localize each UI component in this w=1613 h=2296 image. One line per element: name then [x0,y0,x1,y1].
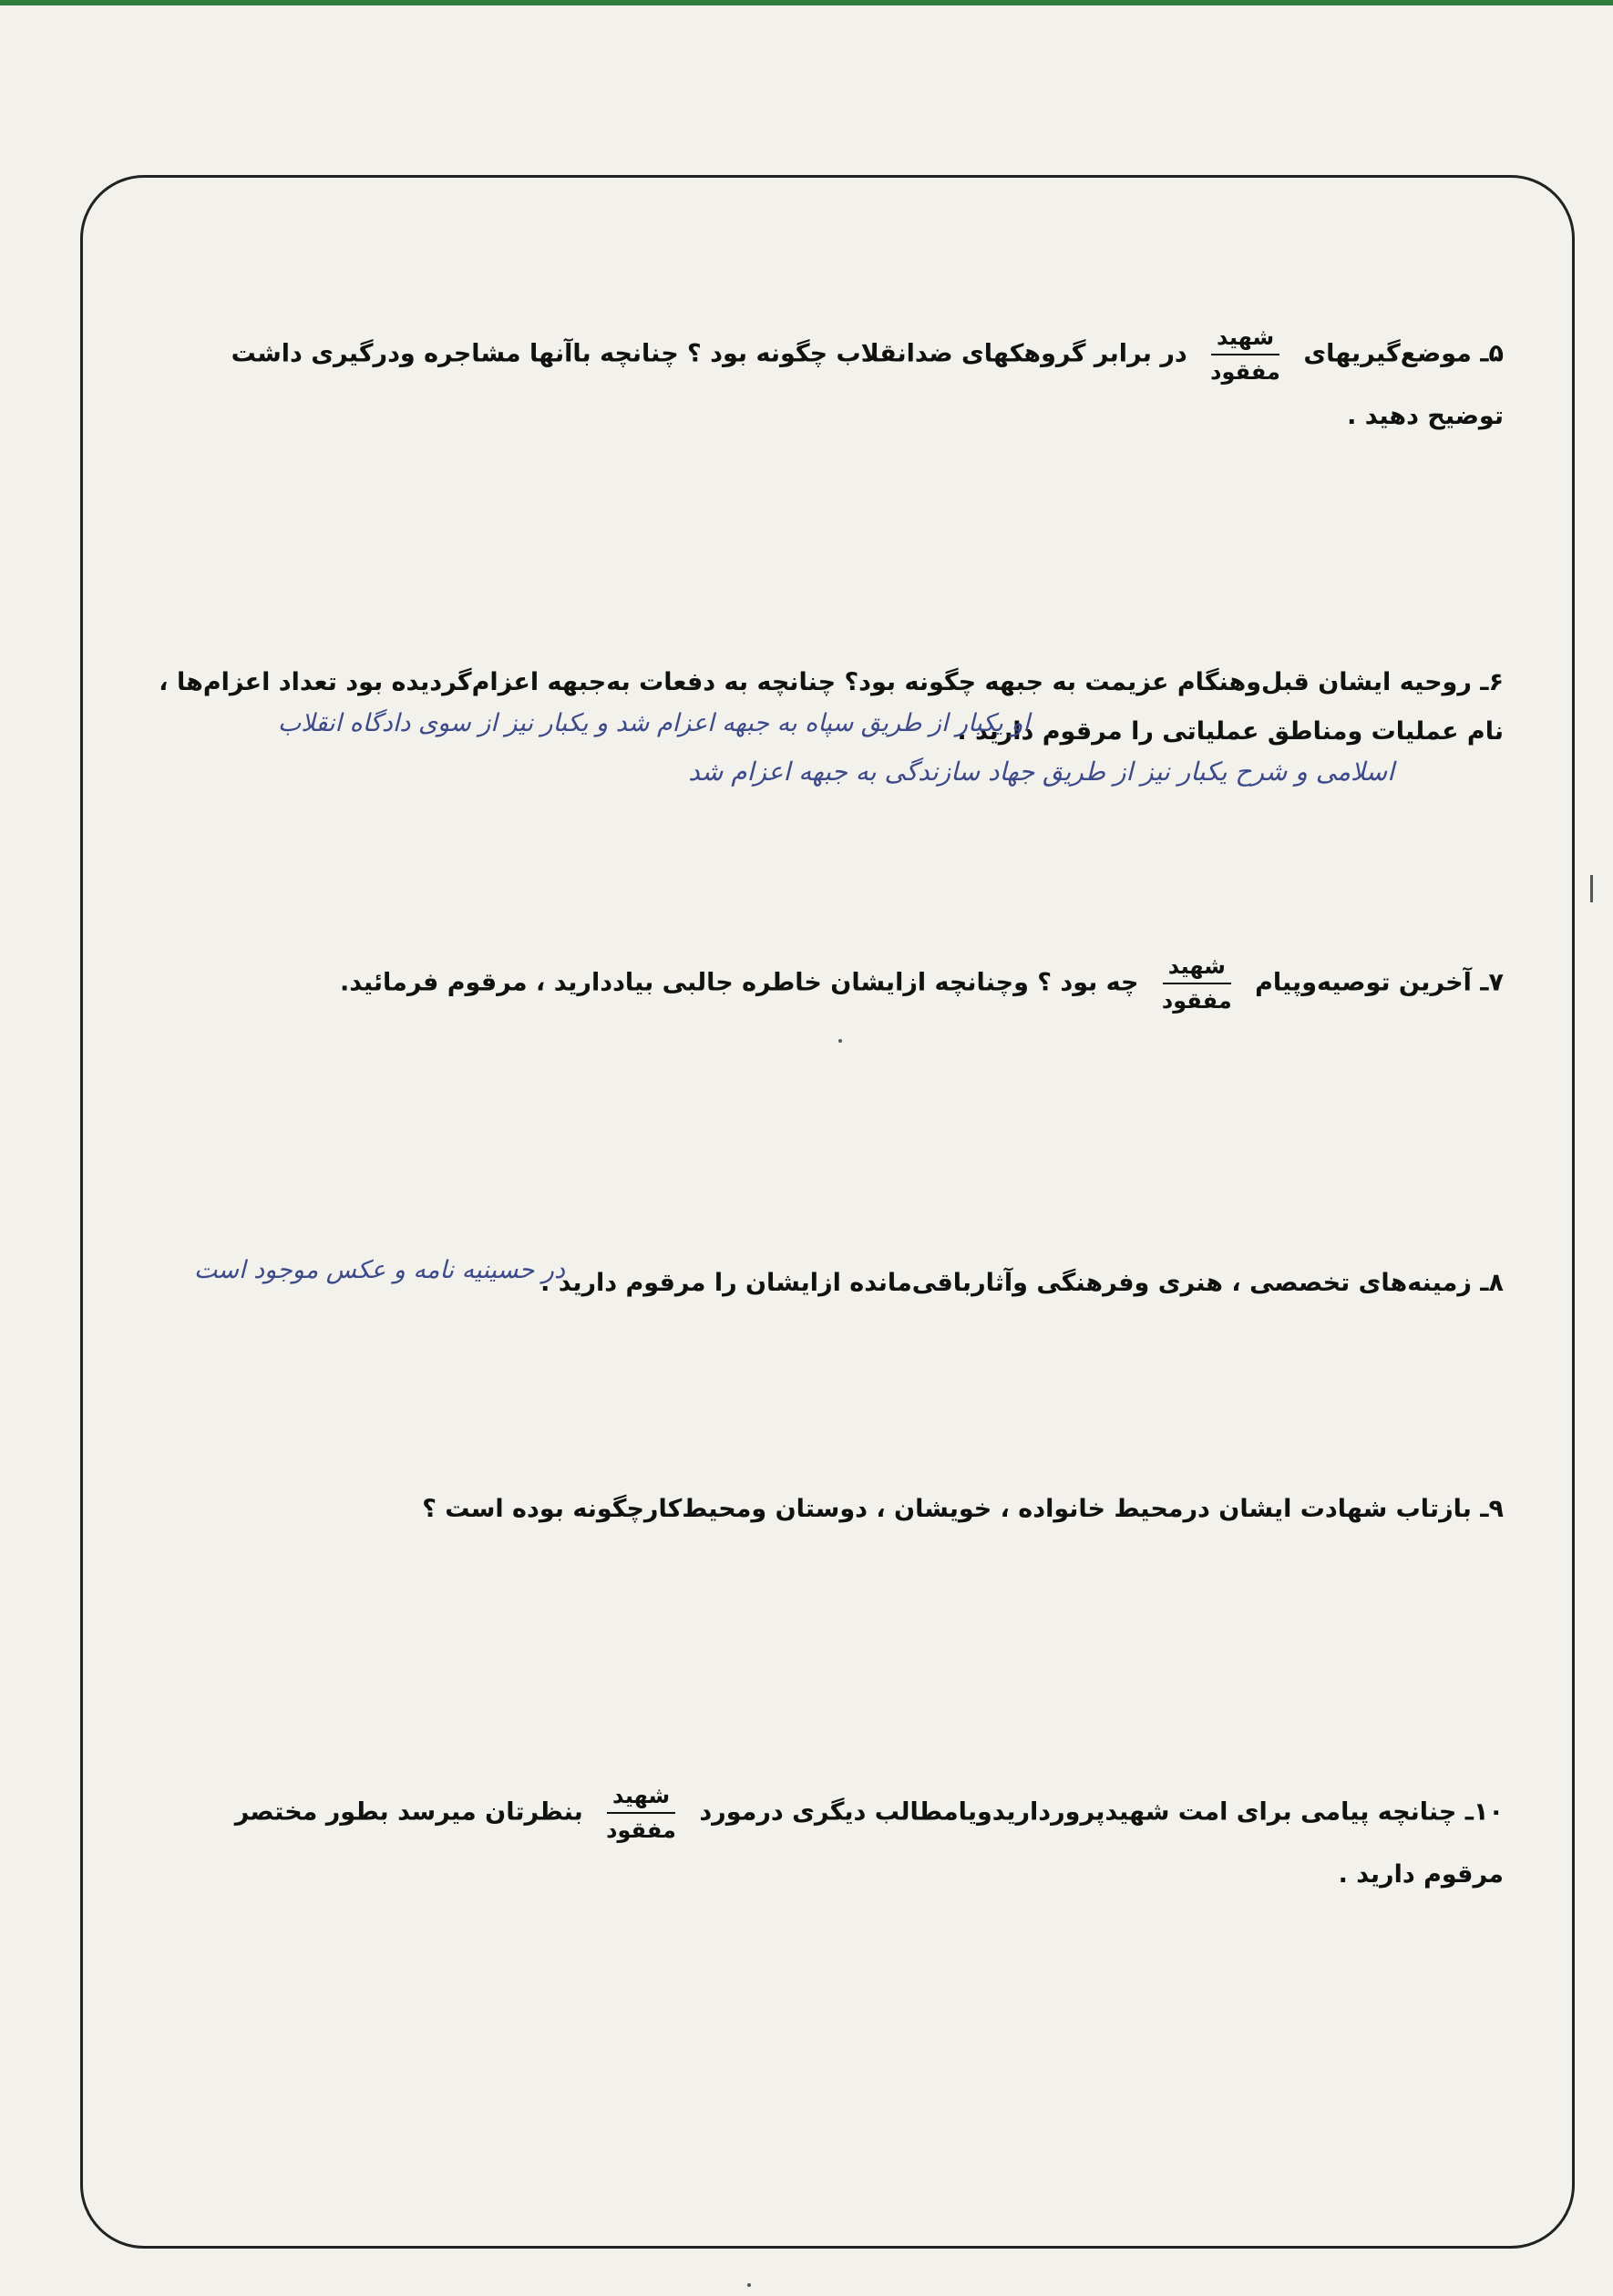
fraction-bottom: مفقود [1210,359,1280,385]
shahid-mafqud-fraction [601,1782,682,1844]
question-5-text-b: در برابر گروهکهای ضدانقلاب چگونه بود ؟ چنانچه باآنها مشاجره ودرگیری داشت [231,339,1187,368]
fraction-bottom: مفقود [1161,988,1232,1014]
shahid-mafqud-fraction [1205,324,1286,386]
question-5 [231,324,1504,431]
question-10-line-1 [235,1782,1504,1844]
question-7 [340,952,1504,1014]
handwritten-answer-6-line-2: اسلامی و شرح یکبار نیز از طریق جهاد سازندگی به جبهه اعزام شد [688,757,1394,787]
question-10-text-a: ۱۰ـ چنانچه پیامی برای امت شهیدپرورداریدویامطالب دیگری درمورد [699,1797,1504,1827]
handwritten-answer-8: در حسینیه نامه و عکس موجود است [193,1256,565,1284]
question-10-text-b: بنظرتان میرسد بطور مختصر [234,1797,583,1827]
question-9 [422,1495,1504,1524]
question-5-text-a: ۵ـ موضع‌گیریهای [1303,339,1504,368]
question-6-line-1: ۶ـ روحیه ایشان قبل‌وهنگام عزیمت به جبهه چگونه بود؟ چنانچه به دفعات به‌جبهه اعزام‌گردیده بود تعداد اعزام‌ها ، [159,668,1504,696]
fraction-top: شهید [1211,324,1279,355]
question-10 [235,1782,1504,1889]
scan-mark [838,1039,842,1043]
fraction-top: شهید [607,1782,675,1814]
fraction-bottom: مفقود [606,1817,676,1843]
question-8-text: ۸ـ زمینه‌های تخصصی ، هنری وفرهنگی وآثارباقی‌مانده ازایشان را مرقوم دارید . [540,1269,1504,1297]
question-9-text: ۹ـ بازتاب شهادت ایشان درمحیط خانواده ، خویشان ، دوستان ومحیط‌کارچگونه بوده است ؟ [422,1495,1504,1523]
question-6-line-2: نام عملیات ومناطق عملیاتی را مرقوم دارید . [957,717,1504,746]
question-7-text-b: چه بود ؟ وچنانچه ازایشان خاطره جالبی بیاددارید ، مرقوم فرمائید. [339,968,1139,997]
scan-mark [1590,875,1593,902]
page-border-frame [80,175,1575,2249]
scan-mark [747,2283,751,2287]
question-5-line-2: توضیح دهید . [1347,402,1504,430]
question-7-text-a: ۷ـ آخرین توصیه‌وپیام [1255,968,1504,997]
top-edge-line [0,0,1613,5]
shahid-mafqud-fraction [1156,952,1238,1014]
handwritten-answer-6-line-1: او یکبار از طریق سپاه به جبهه اعزام شد و یکبار نیز از سوی دادگاه انقلاب [277,709,1030,737]
question-10-line-2: مرقوم دارید . [1338,1860,1504,1889]
question-5-line-1 [231,324,1504,386]
fraction-top: شهید [1163,952,1231,984]
question-8 [540,1269,1504,1298]
